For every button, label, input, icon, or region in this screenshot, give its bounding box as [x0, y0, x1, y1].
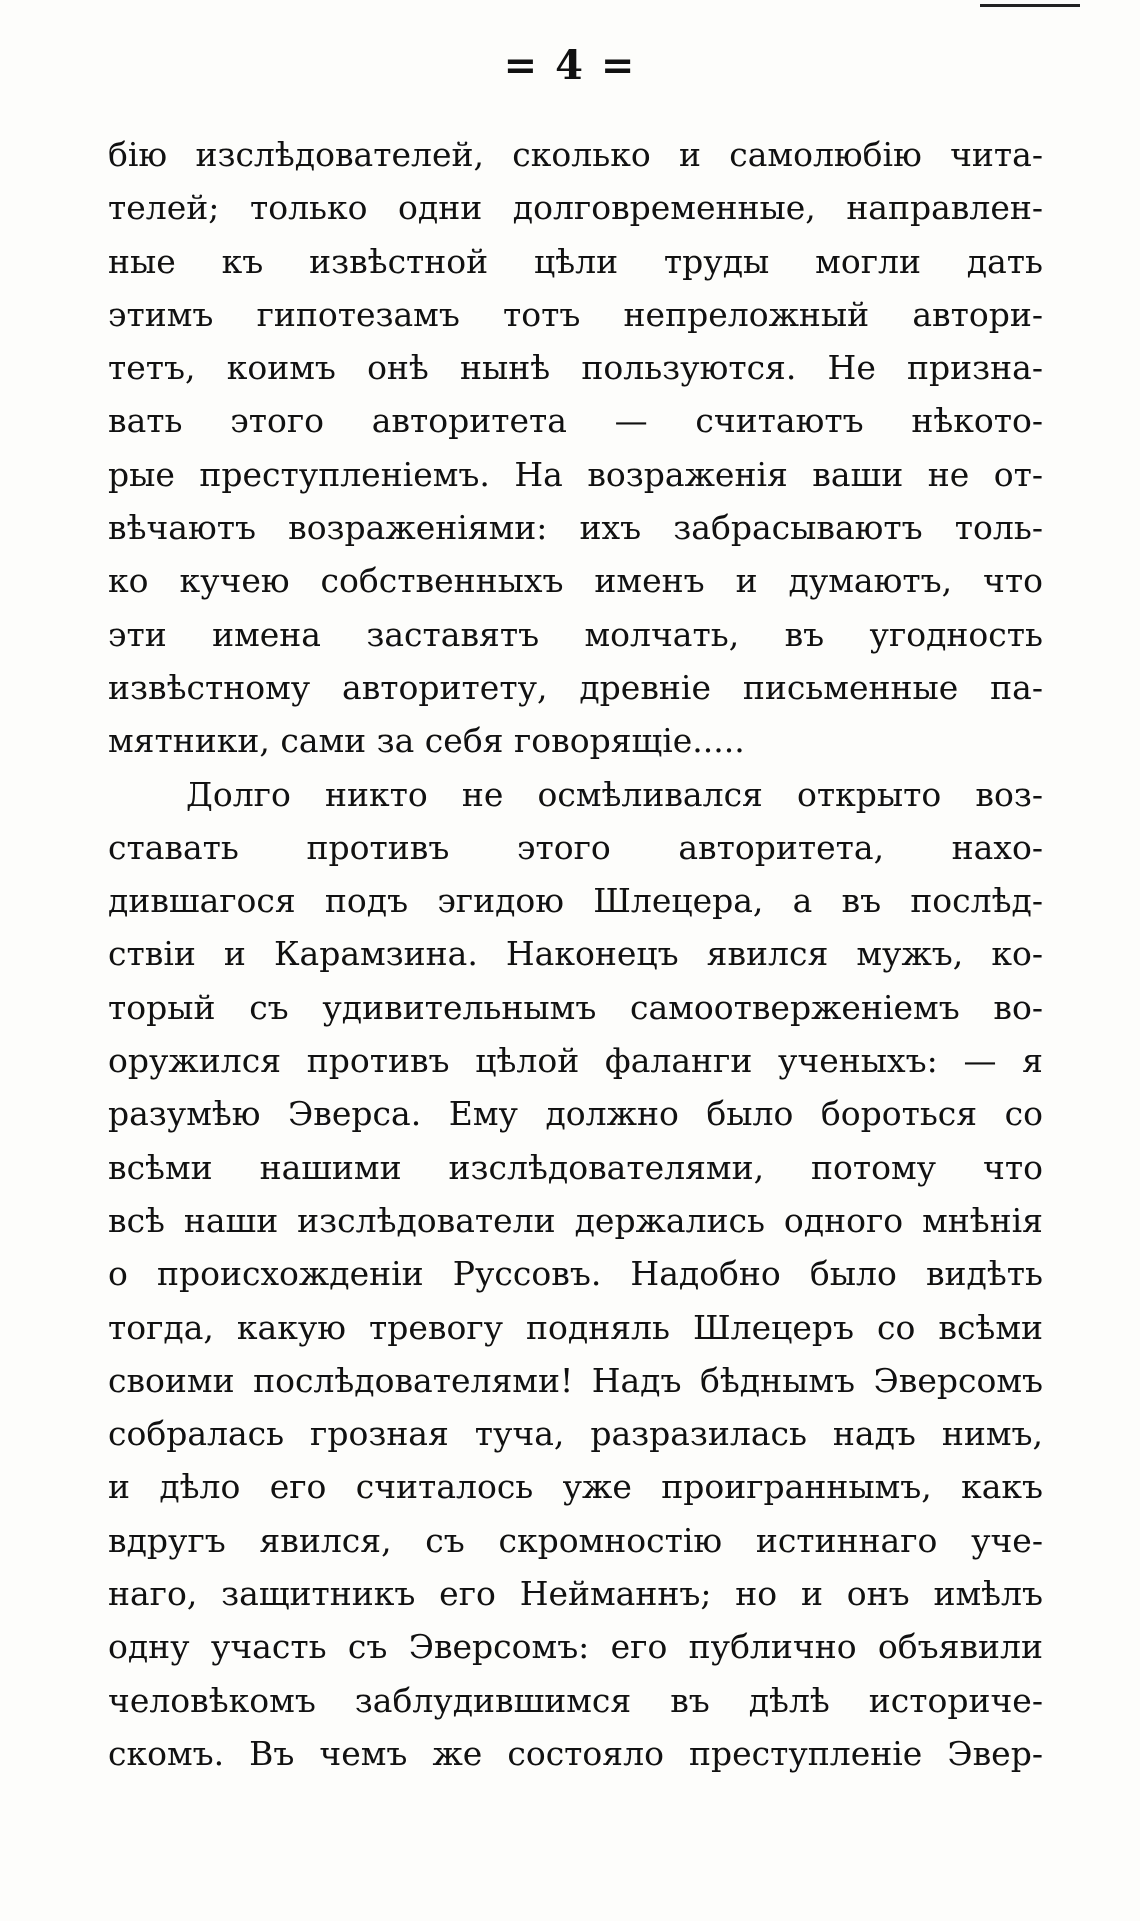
page-number-header: = 4 = — [503, 42, 637, 89]
text-block — [108, 128, 1043, 1780]
text-line: бію изслѣдователей, сколько и самолюбію чита- — [108, 135, 1043, 174]
text-line: дившагося подъ эгидою Шлецера, а въ послѣд- — [108, 881, 1043, 921]
text-line: ставать противъ этого авторитета, нахо- — [108, 827, 1043, 867]
text-line: и дѣло его считалось уже проиграннымъ, какъ — [108, 1467, 1043, 1507]
paragraph-2 — [108, 768, 1043, 1781]
text-line: человѣкомъ заблудившимся въ дѣлѣ историче- — [108, 1680, 1043, 1720]
text-line: тетъ, коимъ онѣ нынѣ пользуются. Не призна- — [108, 348, 1043, 388]
text-line: торый съ удивительнымъ самоотверженіемъ во- — [108, 987, 1043, 1027]
text-line: скомъ. Въ чемъ же состояло преступленіе Эвер- — [108, 1733, 1043, 1773]
text-line: наго, защитникъ его Нейманнъ; но и онъ имѣлъ — [108, 1574, 1043, 1614]
text-line: вать этого авторитета — считаютъ нѣкото- — [108, 401, 1043, 441]
text-line: разумѣю Эверса. Ему должно было бороться со — [108, 1094, 1043, 1134]
text-line: своими послѣдователями! Надъ бѣднымъ Эверсомъ — [108, 1360, 1043, 1400]
text-line: ко кучею собственныхъ именъ и думаютъ, что — [108, 561, 1043, 601]
text-line: вѣчаютъ возраженіями: ихъ забрасываютъ толь- — [108, 508, 1043, 548]
paragraph-1 — [108, 128, 1043, 768]
text-line: вдругъ явился, съ скромностію истиннаго уче- — [108, 1520, 1043, 1560]
text-line: этимъ гипотезамъ тотъ непреложный автори- — [108, 294, 1043, 334]
text-line: ные къ извѣстной цѣли труды могли дать — [108, 241, 1043, 281]
text-line: тогда, какую тревогу подняль Шлецеръ со всѣми — [108, 1307, 1043, 1347]
text-line: одну участь съ Эверсомъ: его публично объявили — [108, 1627, 1043, 1667]
text-line: всѣ наши изслѣдователи держались одного мнѣнія — [108, 1200, 1043, 1240]
text-line: извѣстному авторитету, древніе письменные па- — [108, 667, 1043, 707]
text-line: оружился противъ цѣлой фаланги ученыхъ: — я — [108, 1041, 1043, 1081]
text-line: телей; только одни долговременные, направлен- — [108, 188, 1043, 228]
text-line: всѣми нашими изслѣдователями, потому что — [108, 1147, 1043, 1187]
text-line: эти имена заставятъ молчать, въ угодность — [108, 614, 1043, 654]
top-rule — [980, 4, 1080, 7]
text-line: мятники, сами за себя говорящіе..... — [108, 721, 745, 761]
text-line: рые преступленіемъ. На возраженія ваши не от- — [108, 454, 1043, 494]
text-line: ствіи и Карамзина. Наконецъ явился мужъ, ко- — [108, 934, 1043, 974]
text-line: о происхожденіи Руссовъ. Надобно было видѣть — [108, 1254, 1043, 1294]
text-line: собралась грозная туча, разразилась надъ нимъ, — [108, 1414, 1043, 1454]
text-line: Долго никто не осмѣливался открыто воз- — [186, 774, 1043, 814]
